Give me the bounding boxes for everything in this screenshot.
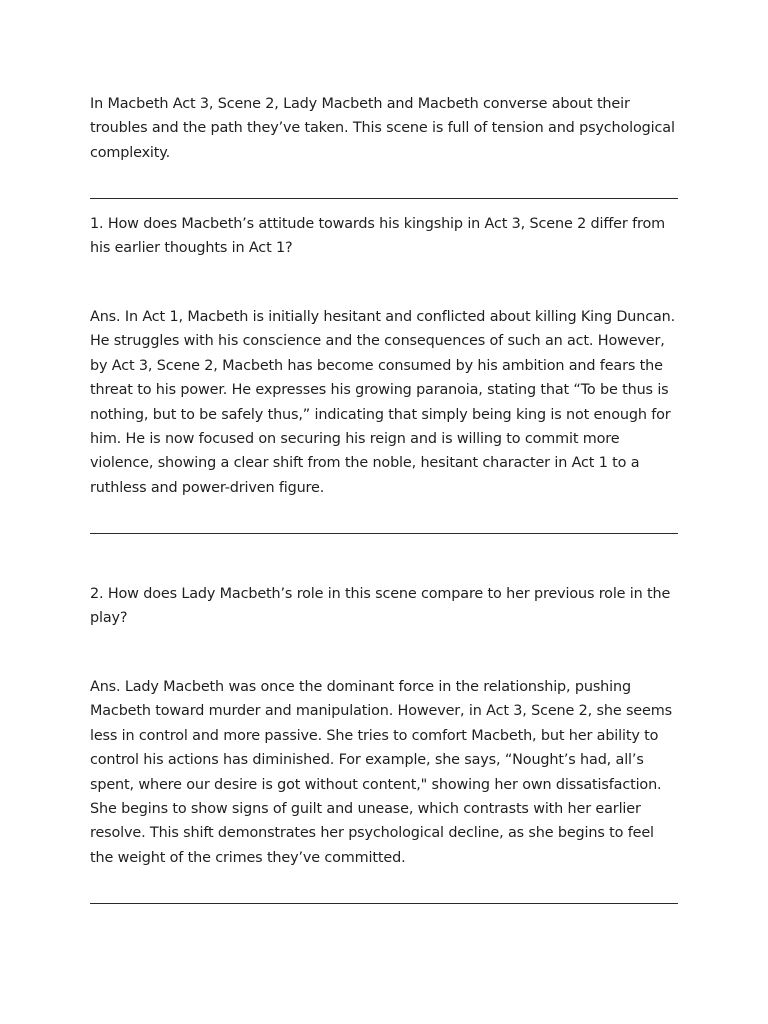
divider-line xyxy=(90,903,678,904)
intro-paragraph: In Macbeth Act 3, Scene 2, Lady Macbeth and Macbeth converse about their troubles and the path they’ve taken. This scene is full of tension and psychological complexity. xyxy=(90,96,675,161)
divider-line xyxy=(90,198,678,199)
divider-line xyxy=(90,533,678,534)
question-2: 2. How does Lady Macbeth’s role in this scene compare to her previous role in the play? xyxy=(90,586,671,627)
answer-2: Ans. Lady Macbeth was once the dominant force in the relationship, pushing Macbeth toward murder and manipulation. However, in Act 3, Scene 2, she seems less in control and more passive. She tries to comfort Macbeth, but her ability to control his actions has diminished. For example, she says, “Nought’s had, all’s spent, where our desire is got without content," showing her own dissatisfaction. She begins to show signs of guilt and unease, which contrasts with her earlier resolve. This shift demonstrates her psychological decline, as she begins to feel the weight of the crimes they’ve committed. xyxy=(90,679,672,866)
answer-1: Ans. In Act 1, Macbeth is initially hesitant and conflicted about killing King Duncan. He struggles with his conscience and the consequences of such an act. However, by Act 3, Scene 2, Macbeth has become consumed by his ambition and fears the threat to his power. He expresses his growing paranoia, stating that “To be thus is nothing, but to be safely thus,” indicating that simply being king is not enough for him. He is now focused on securing his reign and is willing to commit more violence, showing a clear shift from the noble, hesitant character in Act 1 to a ruthless and power-driven figure. xyxy=(90,309,676,496)
question-1: 1. How does Macbeth’s attitude towards his kingship in Act 3, Scene 2 differ from his earlier thoughts in Act 1? xyxy=(90,216,665,257)
